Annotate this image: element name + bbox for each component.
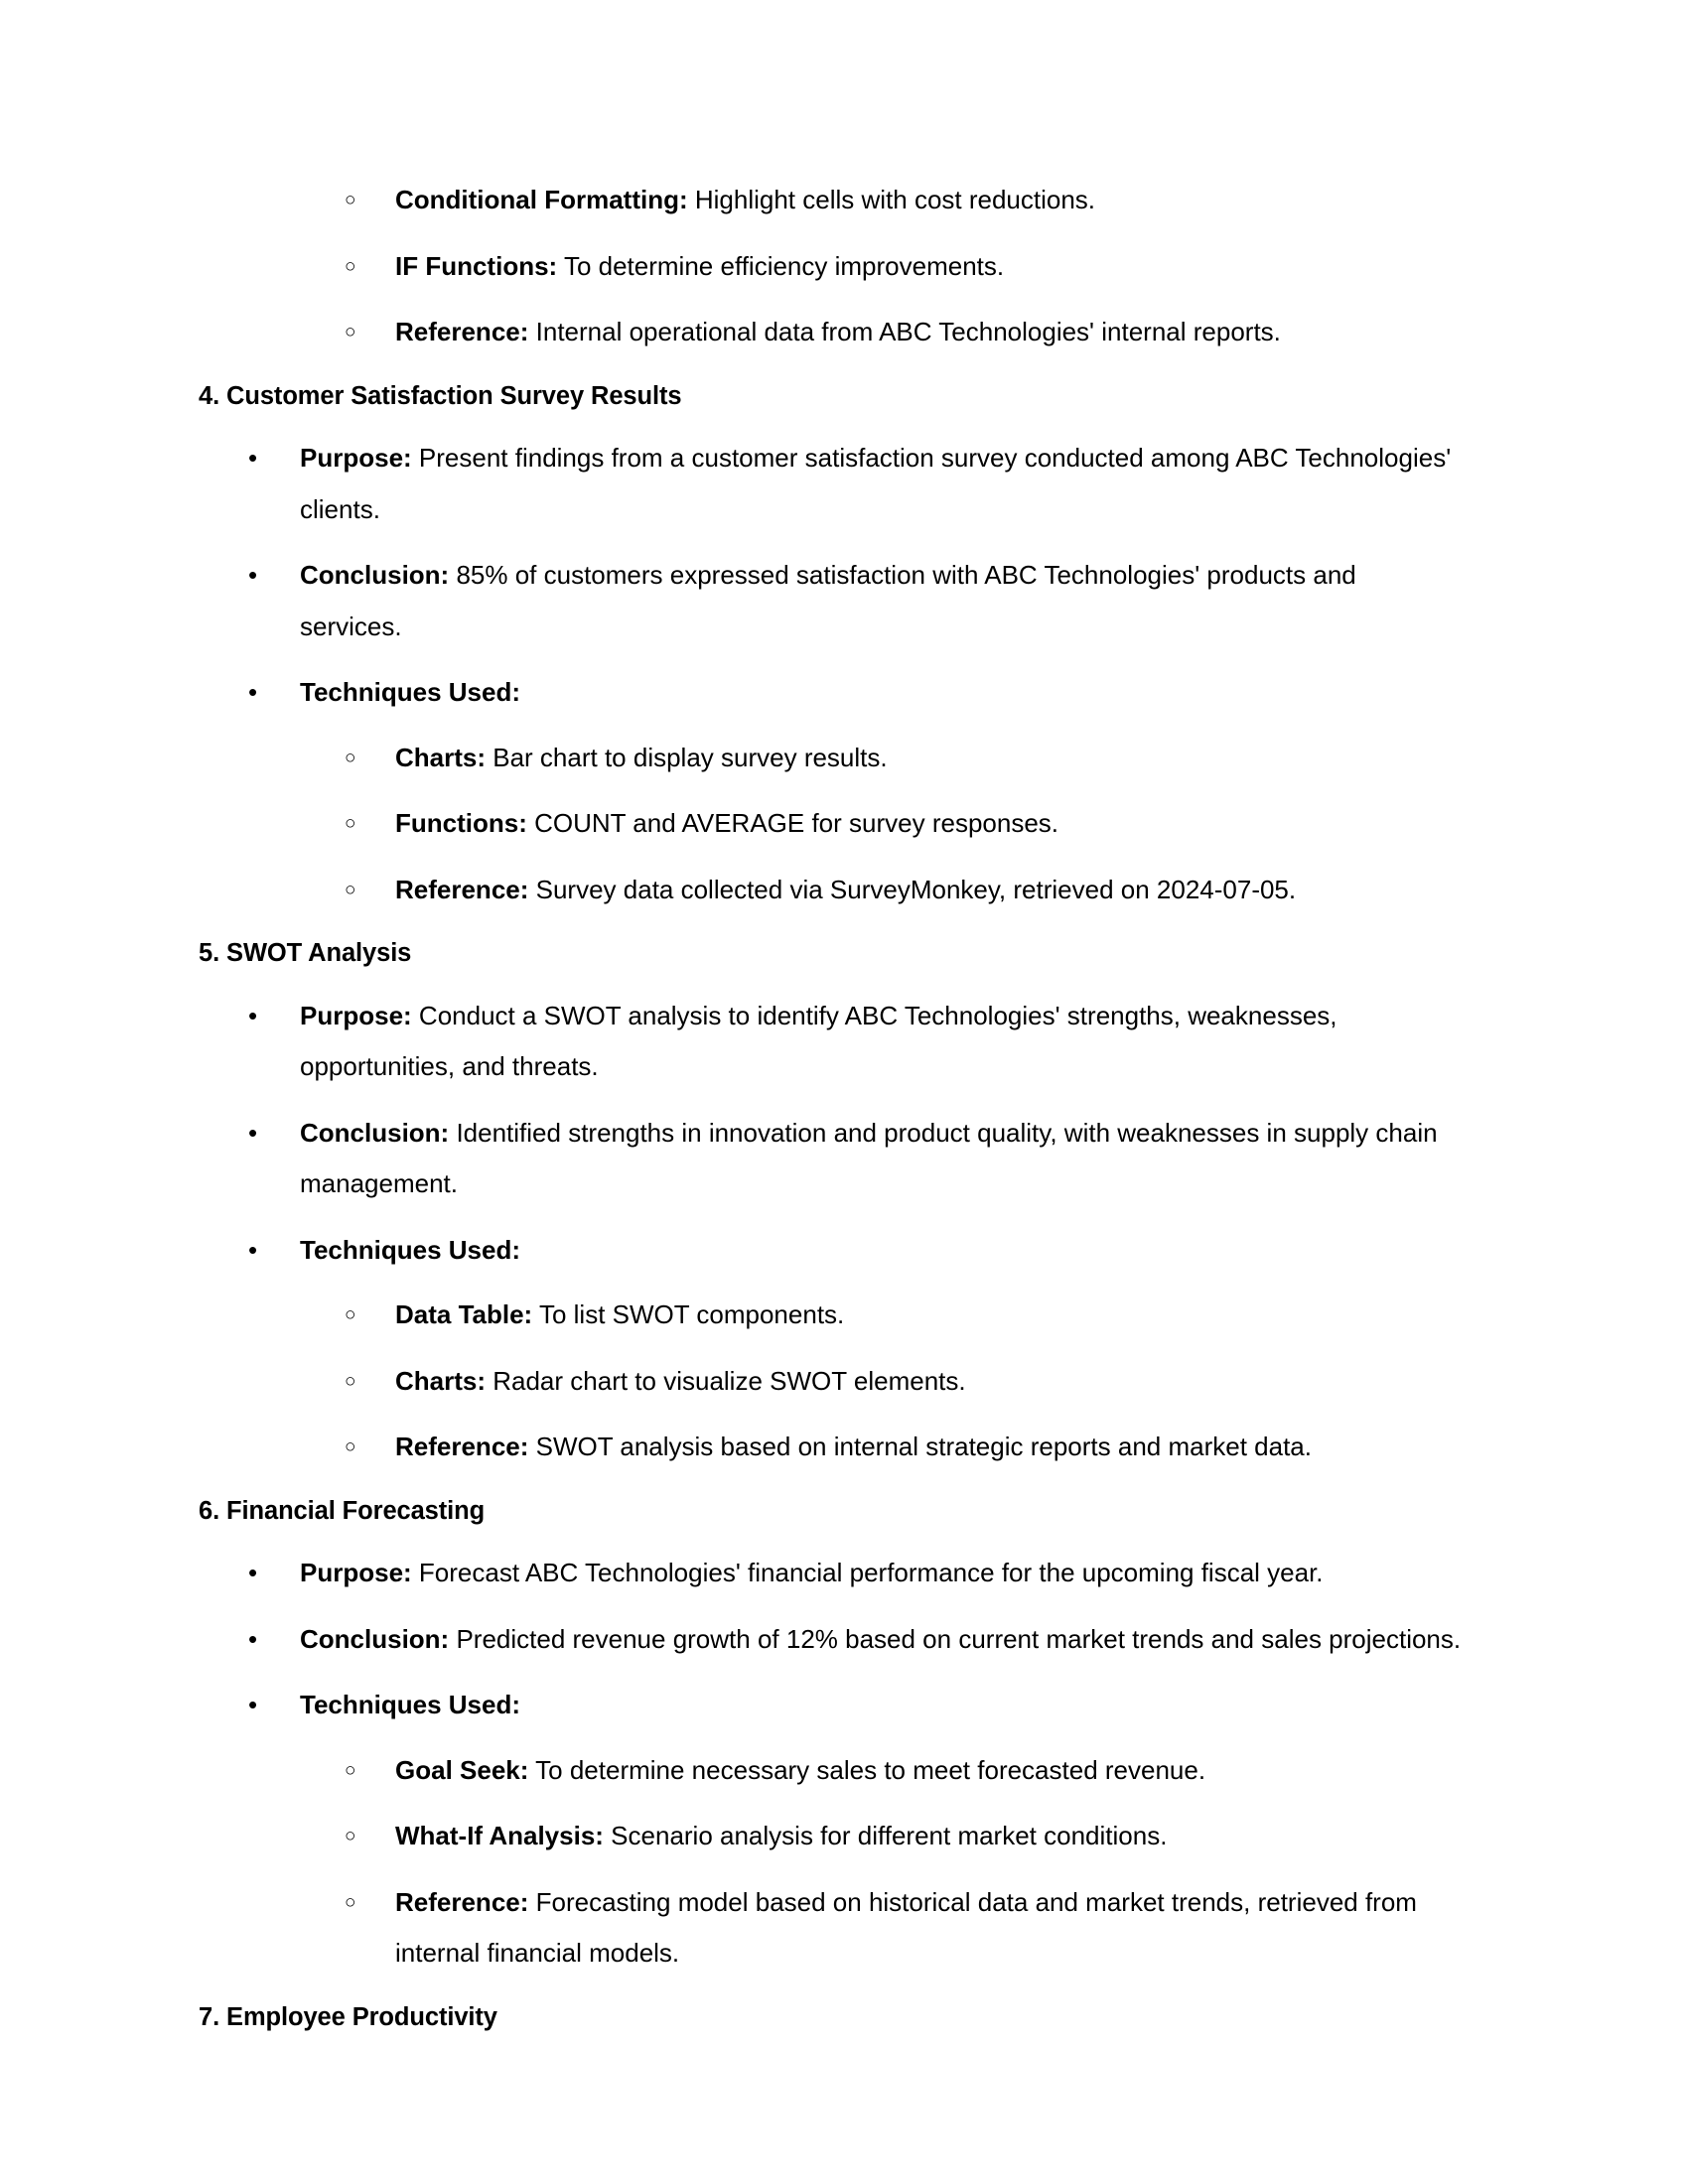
bullet-circle-icon: ○ (345, 879, 356, 900)
bullet-disc-icon: • (248, 1234, 258, 1265)
item-spacer (199, 1796, 1462, 1811)
bullet-circle-icon: ○ (345, 322, 356, 342)
heading-spacer (199, 1527, 1462, 1548)
list-item-text: Forecast ABC Technologies' financial performance for the upcoming fiscal year. (411, 1558, 1324, 1588)
bullet-disc-icon: • (248, 1623, 258, 1654)
list-item (199, 307, 1462, 358)
item-spacer (199, 292, 1462, 307)
list-item-label: Charts: (395, 1365, 487, 1396)
heading-spacer (199, 970, 1462, 991)
list-item-label: Reference: (395, 874, 529, 904)
list-item (199, 798, 1462, 850)
list-item-label: Conditional Formatting: (395, 185, 688, 214)
bullet-disc-icon: • (248, 677, 258, 708)
list-item-text: Bar chart to display survey results. (486, 742, 888, 772)
list-item-text: 85% of customers expressed satisfaction with ABC Technologies' products and services. (300, 560, 1356, 641)
item-spacer (199, 1210, 1462, 1225)
bullet-circle-icon: ○ (345, 1370, 356, 1392)
section-heading: 5. SWOT Analysis (199, 939, 412, 968)
list-item-text: Radar chart to visualize SWOT elements. (486, 1365, 966, 1396)
list-item (199, 1680, 1462, 1731)
list-item (199, 1225, 1462, 1277)
list-item-label: Goal Seek: (395, 1754, 529, 1785)
list-item-text: To determine efficiency improvements. (557, 250, 1005, 281)
item-spacer (199, 1341, 1462, 1356)
list-item-text: Scenario analysis for different market conditions. (603, 1821, 1168, 1851)
bullet-circle-icon: ○ (345, 747, 356, 768)
bullet-circle-icon: ○ (345, 255, 356, 277)
list-item-label: Reference: (395, 1886, 529, 1917)
list-item-label: Data Table: (395, 1299, 533, 1330)
list-item-label: Purpose: (300, 1000, 412, 1030)
list-item-text: Conduct a SWOT analysis to identify ABC Technologies' strengths, weaknesses, opportunities, and threats. (300, 1000, 1337, 1082)
sublist-spacer (199, 719, 1462, 733)
list-item (199, 433, 1462, 535)
list-item-label: Techniques Used: (300, 1234, 521, 1265)
list-item (199, 733, 1462, 784)
list-item (199, 1811, 1462, 1862)
list-item-label: Purpose: (300, 443, 412, 474)
document-body (199, 175, 1462, 2034)
list-item-label: Techniques Used: (300, 1690, 521, 1720)
list-item-label: Conclusion: (300, 560, 450, 591)
list-item (199, 1356, 1462, 1408)
item-spacer (199, 1862, 1462, 1877)
list-item (199, 1422, 1462, 1473)
section-heading: 7. Employee Productivity (199, 2002, 497, 2031)
sublist-spacer (199, 1276, 1462, 1290)
list-item-label: Functions: (395, 808, 527, 839)
bullet-circle-icon: ○ (345, 1759, 356, 1781)
section-spacer (199, 1979, 1462, 2001)
list-item-text: To determine necessary sales to meet forecasted revenue. (528, 1754, 1206, 1785)
bullet-disc-icon: • (248, 1558, 258, 1588)
list-item (199, 667, 1462, 719)
item-spacer (199, 1093, 1462, 1108)
item-spacer (199, 226, 1462, 241)
list-item (199, 1877, 1462, 1979)
bullet-circle-icon: ○ (345, 1304, 356, 1326)
list-item-text: Identified strengths in innovation and product quality, with weaknesses in supply chain management. (300, 1117, 1438, 1199)
list-item-text: SWOT analysis based on internal strategic reports and market data. (528, 1432, 1312, 1462)
bullet-circle-icon: ○ (345, 1826, 356, 1847)
section-heading: 4. Customer Satisfaction Survey Results (199, 381, 682, 410)
list-item-text: Internal operational data from ABC Technologies' internal reports. (528, 317, 1281, 346)
section-spacer (199, 915, 1462, 937)
list-item-label: Reference: (395, 1432, 529, 1462)
item-spacer (199, 850, 1462, 865)
item-spacer (199, 652, 1462, 667)
list-item-label: Purpose: (300, 1558, 412, 1588)
list-item (199, 241, 1462, 293)
item-spacer (199, 783, 1462, 798)
bullet-disc-icon: • (248, 1117, 258, 1148)
list-item-label: Charts: (395, 742, 487, 772)
list-item-label: Conclusion: (300, 1623, 450, 1654)
bullet-disc-icon: • (248, 1690, 258, 1720)
list-item-label: Techniques Used: (300, 677, 521, 708)
list-item-text: COUNT and AVERAGE for survey responses. (526, 808, 1059, 839)
list-item-label: Conclusion: (300, 1117, 450, 1148)
list-item (199, 1548, 1462, 1599)
bullet-circle-icon: ○ (345, 1891, 356, 1913)
item-spacer (199, 1599, 1462, 1614)
bullet-circle-icon: ○ (345, 813, 356, 835)
list-item-text: Predicted revenue growth of 12% based on current market trends and sales projections. (449, 1623, 1462, 1654)
section-spacer (199, 358, 1462, 380)
item-spacer (199, 535, 1462, 550)
list-item-label: What-If Analysis: (395, 1821, 604, 1851)
sublist-spacer (199, 1731, 1462, 1745)
list-item (199, 175, 1462, 226)
section-heading: 6. Financial Forecasting (199, 1496, 486, 1525)
list-item (199, 1614, 1462, 1666)
list-item-text: Highlight cells with cost reductions. (687, 185, 1096, 214)
list-item (199, 991, 1462, 1093)
list-item-text: Forecasting model based on historical data and market trends, retrieved from internal financial models. (395, 1886, 1417, 1969)
list-item (199, 1745, 1462, 1797)
bullet-circle-icon: ○ (345, 1436, 356, 1458)
list-item (199, 865, 1462, 916)
bullet-circle-icon: ○ (345, 190, 356, 210)
list-item-text: To list SWOT components. (532, 1299, 845, 1330)
list-item-label: Reference: (395, 317, 529, 346)
list-item-text: Present findings from a customer satisfaction survey conducted among ABC Technologies' clients. (300, 443, 1452, 524)
heading-spacer (199, 412, 1462, 433)
bullet-disc-icon: • (248, 443, 258, 474)
list-item (199, 1108, 1462, 1210)
item-spacer (199, 1665, 1462, 1680)
section-spacer (199, 1473, 1462, 1495)
item-spacer (199, 1407, 1462, 1422)
list-item (199, 550, 1462, 652)
list-item (199, 1290, 1462, 1341)
bullet-disc-icon: • (248, 1000, 258, 1030)
list-item-text: Survey data collected via SurveyMonkey, retrieved on 2024-07-05. (528, 874, 1297, 904)
list-item-label: IF Functions: (395, 250, 558, 281)
bullet-disc-icon: • (248, 560, 258, 591)
